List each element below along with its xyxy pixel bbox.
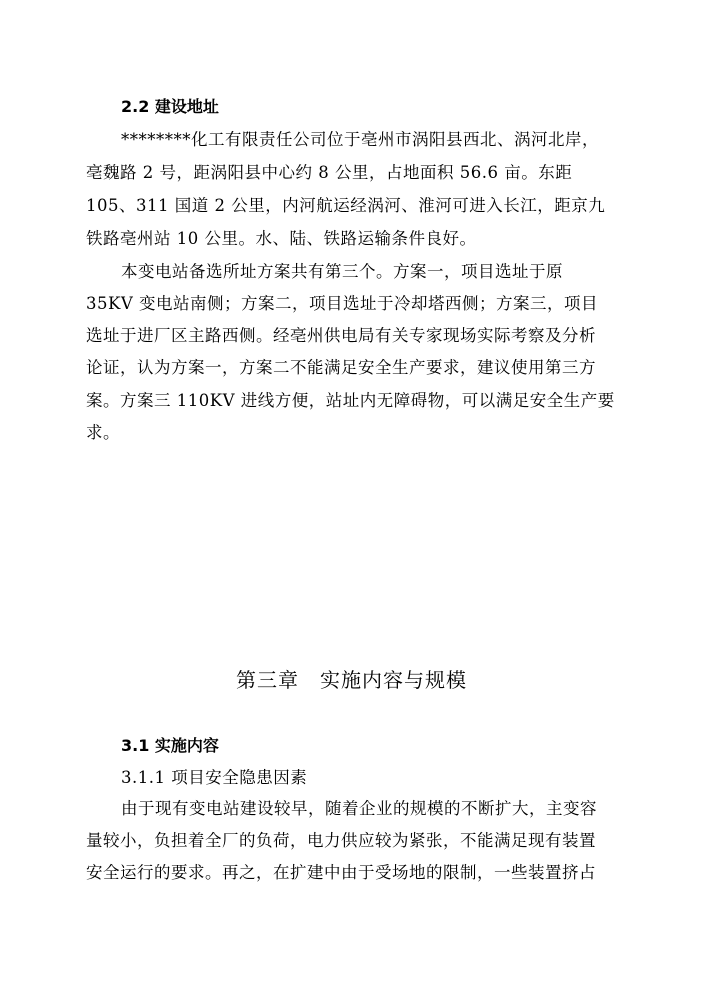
chapter-title: 第三章 实施内容与规模 xyxy=(236,668,467,692)
paragraph-line: 量较小，负担着全厂的负荷，电力供应较为紧张，不能满足现有装置 xyxy=(86,831,596,850)
section-3-1-heading: 3.1 实施内容 xyxy=(121,736,219,755)
section-2-2-heading: 2.2 建设地址 xyxy=(121,97,219,116)
paragraph-line: 论证，认为方案一，方案二不能满足安全生产要求，建议使用第三方 xyxy=(86,358,596,377)
paragraph-line: 安全运行的要求。再之，在扩建中由于受场地的限制，一些装置挤占 xyxy=(86,863,596,882)
paragraph-line: 铁路亳州站 10 公里。水、陆、铁路运输条件良好。 xyxy=(86,229,477,248)
subsection-heading: 3.1.1 项目安全隐患因素 xyxy=(121,768,308,787)
paragraph-line: 35KV 变电站南侧；方案二，项目选址于冷却塔西侧；方案三，项目 xyxy=(86,294,598,313)
paragraph-line: 求。 xyxy=(86,423,120,442)
paragraph-line: 案。方案三 110KV 进线方便，站址内无障碍物，可以满足安全生产要 xyxy=(86,391,615,410)
paragraph-line: 由于现有变电站建设较早，随着企业的规模的不断扩大，主变容 xyxy=(121,799,597,818)
paragraph-line: 本变电站备选所址方案共有第三个。方案一，项目选址于原 xyxy=(121,262,563,281)
paragraph-line: 亳魏路 2 号，距涡阳县中心约 8 公里，占地面积 56.6 亩。东距 xyxy=(86,163,573,182)
paragraph-line: 105、311 国道 2 公里，内河航运经涡河、淮河可进入长江，距京九 xyxy=(86,196,606,215)
paragraph-line: 选址于进厂区主路西侧。经亳州供电局有关专家现场实际考察及分析 xyxy=(86,326,596,345)
paragraph-line: ********化工有限责任公司位于亳州市涡阳县西北、涡河北岸， xyxy=(121,130,599,149)
